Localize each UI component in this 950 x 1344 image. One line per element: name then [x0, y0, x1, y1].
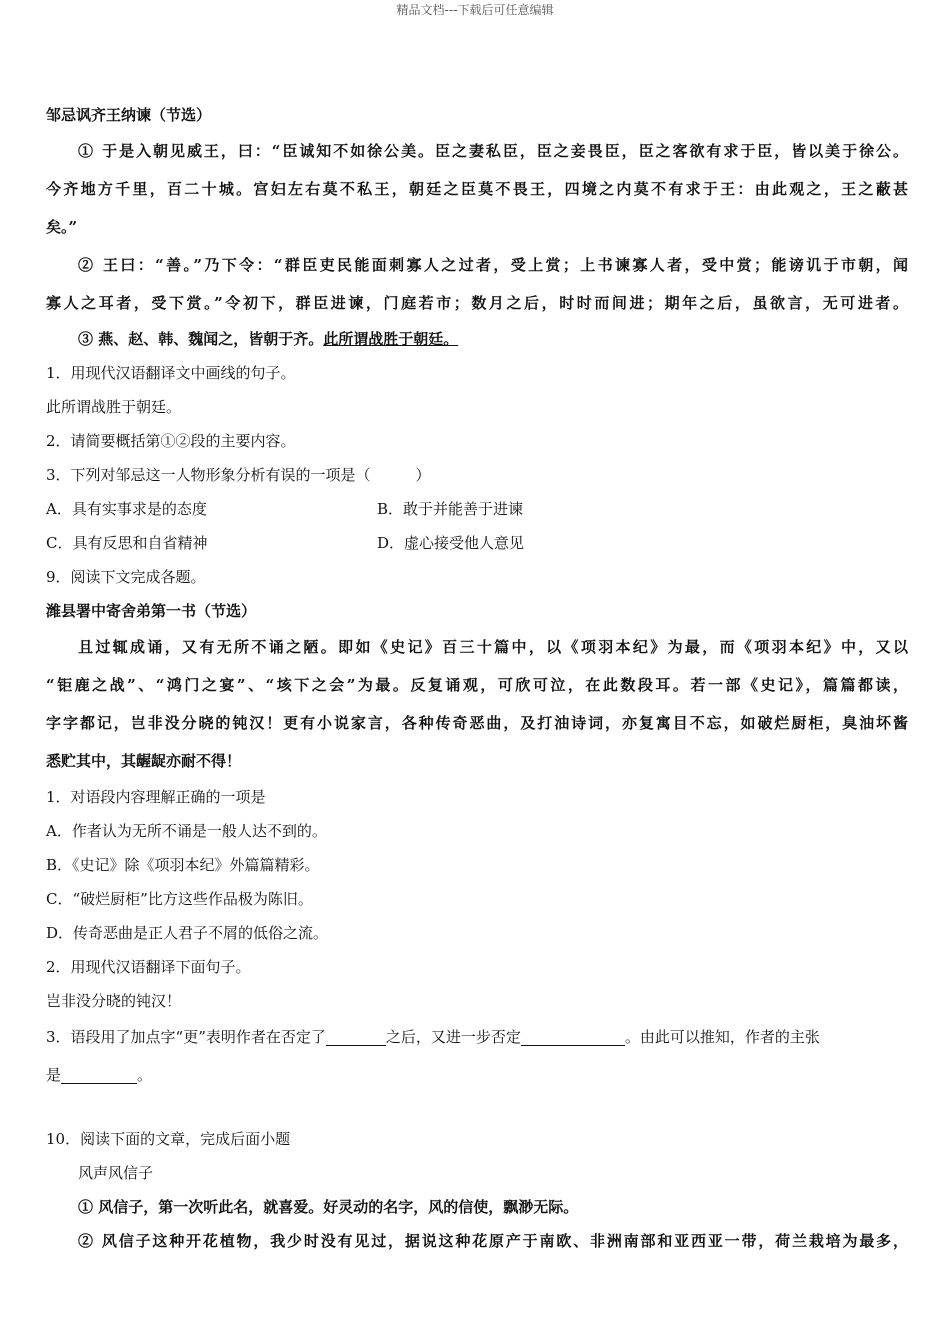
- passage-text: ③ 燕、赵、韩、魏闻之，皆朝于齐。: [78, 330, 324, 348]
- option-a: A．具有实事求是的态度: [46, 500, 207, 518]
- answer-blank[interactable]: [326, 1027, 386, 1046]
- passage-line: 悉贮其中，其龌龊亦耐不得！: [46, 752, 242, 770]
- question: 2．请简要概括第①②段的主要内容。: [46, 432, 296, 450]
- passage-line: “钜鹿之战”、“鸿门之宴”、“垓下之会”为最。反复诵观，可欣可泣，在此数段耳。若一部《史记》，篇篇都读，: [46, 676, 908, 694]
- passage-line: 寡人之耳者，受下赏。”令初下，群臣进谏，门庭若市；数月之后，时时而间进；期年之后，虽欲言，无可进者。: [46, 294, 908, 312]
- answer-blank[interactable]: [521, 1027, 625, 1046]
- question-text: 。: [137, 1066, 153, 1084]
- passage-line: 且过辄成诵，又有无所不诵之陋。即如《史记》百三十篇中，以《项羽本纪》为最，而《项羽本纪》中，又以: [78, 638, 908, 656]
- passage-line: ② 王曰：“善。”乃下令：“群臣吏民能面刺寡人之过者，受上赏；上书谏寡人者，受中赏；能谤讥于市朝，闻: [78, 256, 908, 274]
- passage-line: 字字都记，岂非没分晓的钝汉！更有小说家言，各种传奇恶曲，及打油诗词，亦复寓目不忘，如破烂厨柜，臭油坏酱: [46, 714, 908, 732]
- passage-line: ① 风信子，第一次听此名，就喜爱。好灵动的名字，风的信使，飘渺无际。: [78, 1198, 579, 1216]
- option-a: A．作者认为无所不诵是一般人达不到的。: [46, 822, 327, 840]
- question-text: 3．语段用了加点字“更”表明作者在否定了: [46, 1028, 326, 1046]
- option-b: B．《史记》除《项羽本纪》外篇篇精彩。: [46, 856, 320, 874]
- underlined-sentence: 此所谓战胜于朝廷。: [323, 330, 459, 348]
- question: [46, 1056, 908, 1094]
- option-row: [46, 526, 908, 560]
- question-sentence: 此所谓战胜于朝廷。: [46, 398, 182, 416]
- passage-line: ① 于是入朝见威王，曰：“臣诚知不如徐公美。臣之妻私臣，臣之妾畏臣，臣之客欲有求于臣，皆以美于徐公。: [78, 142, 908, 160]
- question: 3．下列对邹忌这一人物形象分析有误的一项是（ ）: [46, 466, 431, 484]
- passage-title: 风声风信子: [78, 1164, 154, 1182]
- passage-title: 邹忌讽齐王纳谏（节选）: [46, 106, 212, 124]
- document-body: [46, 98, 908, 1258]
- question-text: 之后，又进一步否定: [385, 1028, 521, 1046]
- question: [46, 1018, 908, 1056]
- question-text: 是: [46, 1066, 62, 1084]
- option-b: B．敢于并能善于进谏: [377, 500, 524, 518]
- question-text: 。由此可以推知，作者的主张: [624, 1028, 820, 1046]
- passage-line: 矣。”: [46, 218, 78, 236]
- option-c: C．具有反思和自省精神: [46, 534, 208, 552]
- option-d: D．传奇恶曲是正人君子不屑的低俗之流。: [46, 924, 329, 942]
- question: 2．用现代汉语翻译下面句子。: [46, 958, 251, 976]
- option-c: C．“破烂厨柜”比方这些作品极为陈旧。: [46, 890, 313, 908]
- passage-line: ② 风信子这种开花植物，我少时没有见过，据说这种花原产于南欧、非洲南部和亚西亚一带，荷兰栽培为最多，: [78, 1232, 908, 1250]
- question: 1．对语段内容理解正确的一项是: [46, 788, 266, 806]
- answer-blank[interactable]: [61, 1065, 137, 1084]
- passage-line: 今齐地方千里，百二十城。宫妇左右莫不私王，朝廷之臣莫不畏王，四境之内莫不有求于王：由此观之，王之蔽甚: [46, 180, 908, 198]
- passage-line: [46, 322, 908, 356]
- question-number: 10．阅读下面的文章，完成后面小题: [46, 1130, 291, 1148]
- option-row: [46, 492, 908, 526]
- option-d: D．虚心接受他人意见: [377, 534, 525, 552]
- question: 1．用现代汉语翻译文中画线的句子。: [46, 364, 296, 382]
- question-number: 9．阅读下文完成各题。: [46, 568, 206, 586]
- question-sentence: 岂非没分晓的钝汉！: [46, 992, 182, 1010]
- page-header: 精品文档---下载后可任意编辑: [396, 3, 554, 17]
- passage-title: 潍县署中寄舍弟第一书（节选）: [46, 602, 257, 620]
